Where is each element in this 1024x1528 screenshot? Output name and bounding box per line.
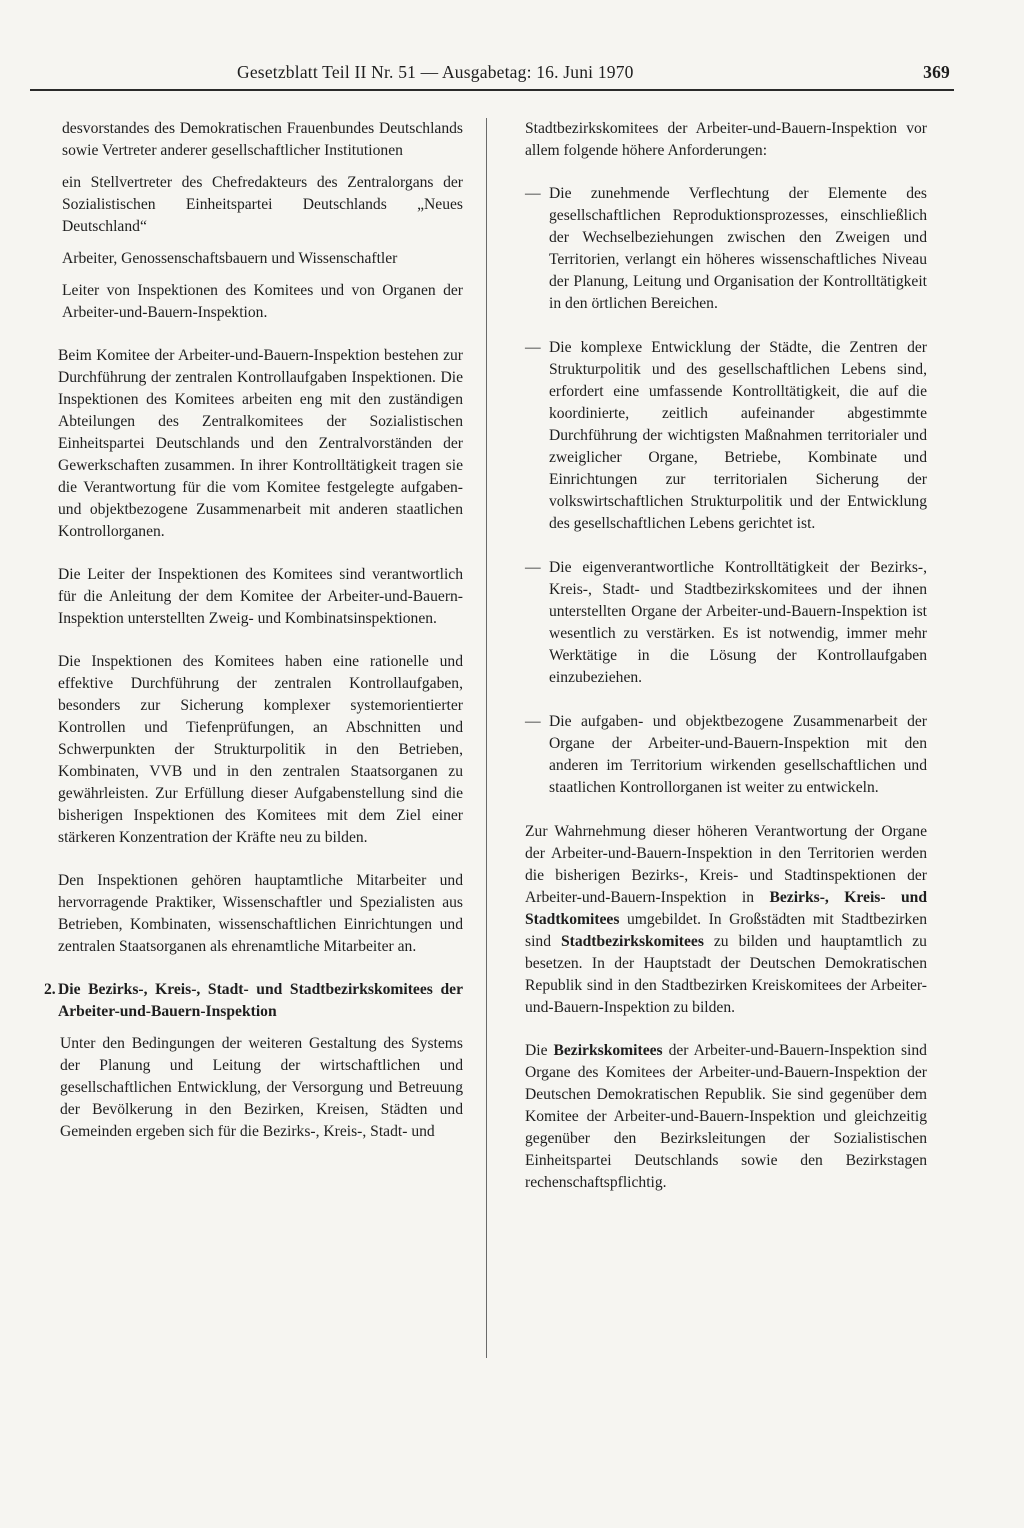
dash-bullet: — — [525, 713, 541, 730]
text-run: zu bilden und hauptamtlich zu besetzen. In der Hauptstadt der Deutschen Demokratischen Republik sind in den Stadtbezirken Kreiskomitees der Arbeiter-und-Bauern-Inspektion zu bilden. — [525, 933, 927, 1016]
text-run: Zur Wahrnehmung dieser höheren Verantwortung der Organe der Arbeiter-und-Bauern-Inspektion in den Territorien werden die bisherigen Bezirks-, Kreis- und Stadtinspektionen der Arbeiter-und-Bauern-Inspektion in — [525, 823, 927, 906]
paragraph — [525, 821, 927, 1019]
bold-term: Stadtbezirkskomitees — [560, 933, 704, 950]
paragraph: Arbeiter, Genossenschaftsbauern und Wissenschaftler — [62, 250, 398, 267]
text-run: der Arbeiter-und-Bauern-Inspektion sind Organe des Komitees der Arbeiter-und-Bauern-Inspektion der Deutschen Demokratischen Republik. Sie sind gegenüber dem Komitee der Arbeiter-und-Bauern-Inspektion und gleichzeitig gegenüber den Bezirksleitungen der Sozialistischen Einheitspartei Deutschlands sowie den Bezirkstagen rechenschaftspflichtig. — [525, 1042, 927, 1191]
right-column — [525, 118, 927, 1215]
dash-bullet: — — [525, 559, 541, 576]
page-header — [30, 62, 954, 91]
list-item — [525, 557, 927, 689]
list-item — [525, 183, 927, 315]
paragraph: Die Inspektionen des Komitees haben eine rationelle und effektive Durchführung der zentralen Kontrollaufgaben, besonders zur Sicherung komplexer systemorientierter Kontrollen und Tiefenprüfungen, an Abschnitten und Schwerpunkten der Strukturpolitik in den Betrieben, Kombinaten, VVB und in den zentralen Staatsorganen zu gewährleisten. Zur Erfüllung dieser Aufgabenstellung sind die bisherigen Inspektionen des Komitees mit dem Ziel einer stärkeren Konzentration der Kräfte neu zu bilden. — [58, 653, 463, 846]
paragraph: Beim Komitee der Arbeiter-und-Bauern-Inspektion bestehen zur Durchführung der zentralen Kontrollaufgaben Inspektionen. Die Inspektionen des Komitees arbeiten eng mit den zuständigen Abteilungen des Zentralkomitees der Sozialistischen Einheitspartei Deutschlands und den Zentralvorständen der Gewerkschaften zusammen. In ihrer Kontrolltätigkeit tragen sie die Verantwortung für die vom Komitee festgelegte aufgaben- und objektbezogene Zusammenarbeit mit anderen staatlichen Kontrollorganen. — [58, 347, 463, 540]
paragraph: Leiter von Inspektionen des Komitees und von Organen der Arbeiter-und-Bauern-Inspektion. — [62, 282, 463, 321]
list-item — [525, 711, 927, 799]
paragraph: Unter den Bedingungen der weiteren Gestaltung des Systems der Planung und Leitung der wirtschaftlichen und gesellschaftlichen Entwicklung, der Versorgung und Betreuung der Bevölkerung in den Bezirken, Kreisen, Städten und Gemeinden ergeben sich für die Bezirks-, Kreis-, Stadt- und — [60, 1035, 463, 1140]
section-heading — [44, 979, 463, 1023]
paragraph: Die Leiter der Inspektionen des Komitees sind verantwortlich für die Anleitung der dem Komitee der Arbeiter-und-Bauern-Inspektion unterstellten Zweig- und Kombinatsinspektionen. — [58, 566, 463, 627]
bold-term: Bezirkskomitees — [553, 1042, 663, 1059]
column-divider — [486, 118, 487, 1358]
dash-bullet: — — [525, 185, 541, 202]
paragraph: ein Stellvertreter des Chefredakteurs des Zentralorgans der Sozialistischen Einheitspartei Deutschlands „Neues Deutschland“ — [62, 174, 463, 235]
paragraph: Stadtbezirkskomitees der Arbeiter-und-Bauern-Inspektion vor allem folgende höhere Anforderungen: — [525, 120, 927, 159]
left-column — [44, 118, 463, 1164]
paragraph: desvorstandes des Demokratischen Frauenbundes Deutschlands sowie Vertreter anderer gesellschaftlicher Institutionen — [62, 120, 463, 159]
list-item-text: Die zunehmende Verflechtung der Elemente des gesellschaftlichen Reproduktionsprozesses, einschließlich der Wechselbeziehungen zwischen den Zweigen und Territorien, verlangt ein höheres wissenschaftliches Niveau der Planung, Leitung und Organisation der Kontrolltätigkeit in den örtlichen Bereichen. — [549, 185, 927, 312]
list-item — [525, 337, 927, 535]
bold-term: Bezirks-, Kreis- und Stadtkomitees — [525, 889, 927, 928]
list-item-text: Die aufgaben- und objektbezogene Zusammenarbeit der Organe der Arbeiter-und-Bauern-Inspektion mit den anderen im Territorium wirkenden gesellschaftlichen und staatlichen Kontrollorganen ist weiter zu entwickeln. — [549, 713, 927, 796]
section-number: 2. — [44, 981, 56, 998]
text-run: umgebildet. In Großstädten mit Stadtbezirken sind — [525, 911, 927, 950]
header-title: Gesetzblatt Teil II Nr. 51 — Ausgabetag: 16. Juni 1970 — [237, 62, 634, 82]
dash-bullet: — — [525, 339, 541, 356]
text-run: Die — [525, 1042, 554, 1059]
paragraph: Den Inspektionen gehören hauptamtliche Mitarbeiter und hervorragende Praktiker, Wissenschaftler und Spezialisten aus Betrieben, Kombinaten, wissenschaftlichen Einrichtungen und zentralen Staatsorganen als ehrenamtliche Mitarbeiter an. — [58, 872, 463, 955]
paragraph — [525, 1040, 927, 1194]
page-number: 369 — [923, 62, 950, 82]
list-item-text: Die eigenverantwortliche Kontrolltätigkeit der Bezirks-, Kreis-, Stadt- und Stadtbezirkskomitees und der ihnen unterstellten Organe der Arbeiter-und-Bauern-Inspektion ist wesentlich zu verstärken. Es ist notwendig, immer mehr Werktätige in die Lösung der Kontrollaufgaben einzubeziehen. — [549, 559, 927, 686]
section-heading-text: Die Bezirks-, Kreis-, Stadt- und Stadtbezirkskomitees der Arbeiter-und-Bauern-Inspektion — [58, 981, 463, 1020]
list-item-text: Die komplexe Entwicklung der Städte, die Zentren der Strukturpolitik und des gesellschaftlichen Lebens sind, erfordert eine umfassende Kontrolltätigkeit, die auf die koordinierte, zeitlich aufeinander abgestimmte Durchführung der wichtigsten Maßnahmen territorialer und zweiglicher Organe, Betriebe, Kombinate und Einrichtungen zur territorialen Sicherung der volkswirtschaftlichen Strukturpolitik und der Entwicklung des gesellschaftlichen Lebens gerichtet ist. — [549, 339, 927, 532]
